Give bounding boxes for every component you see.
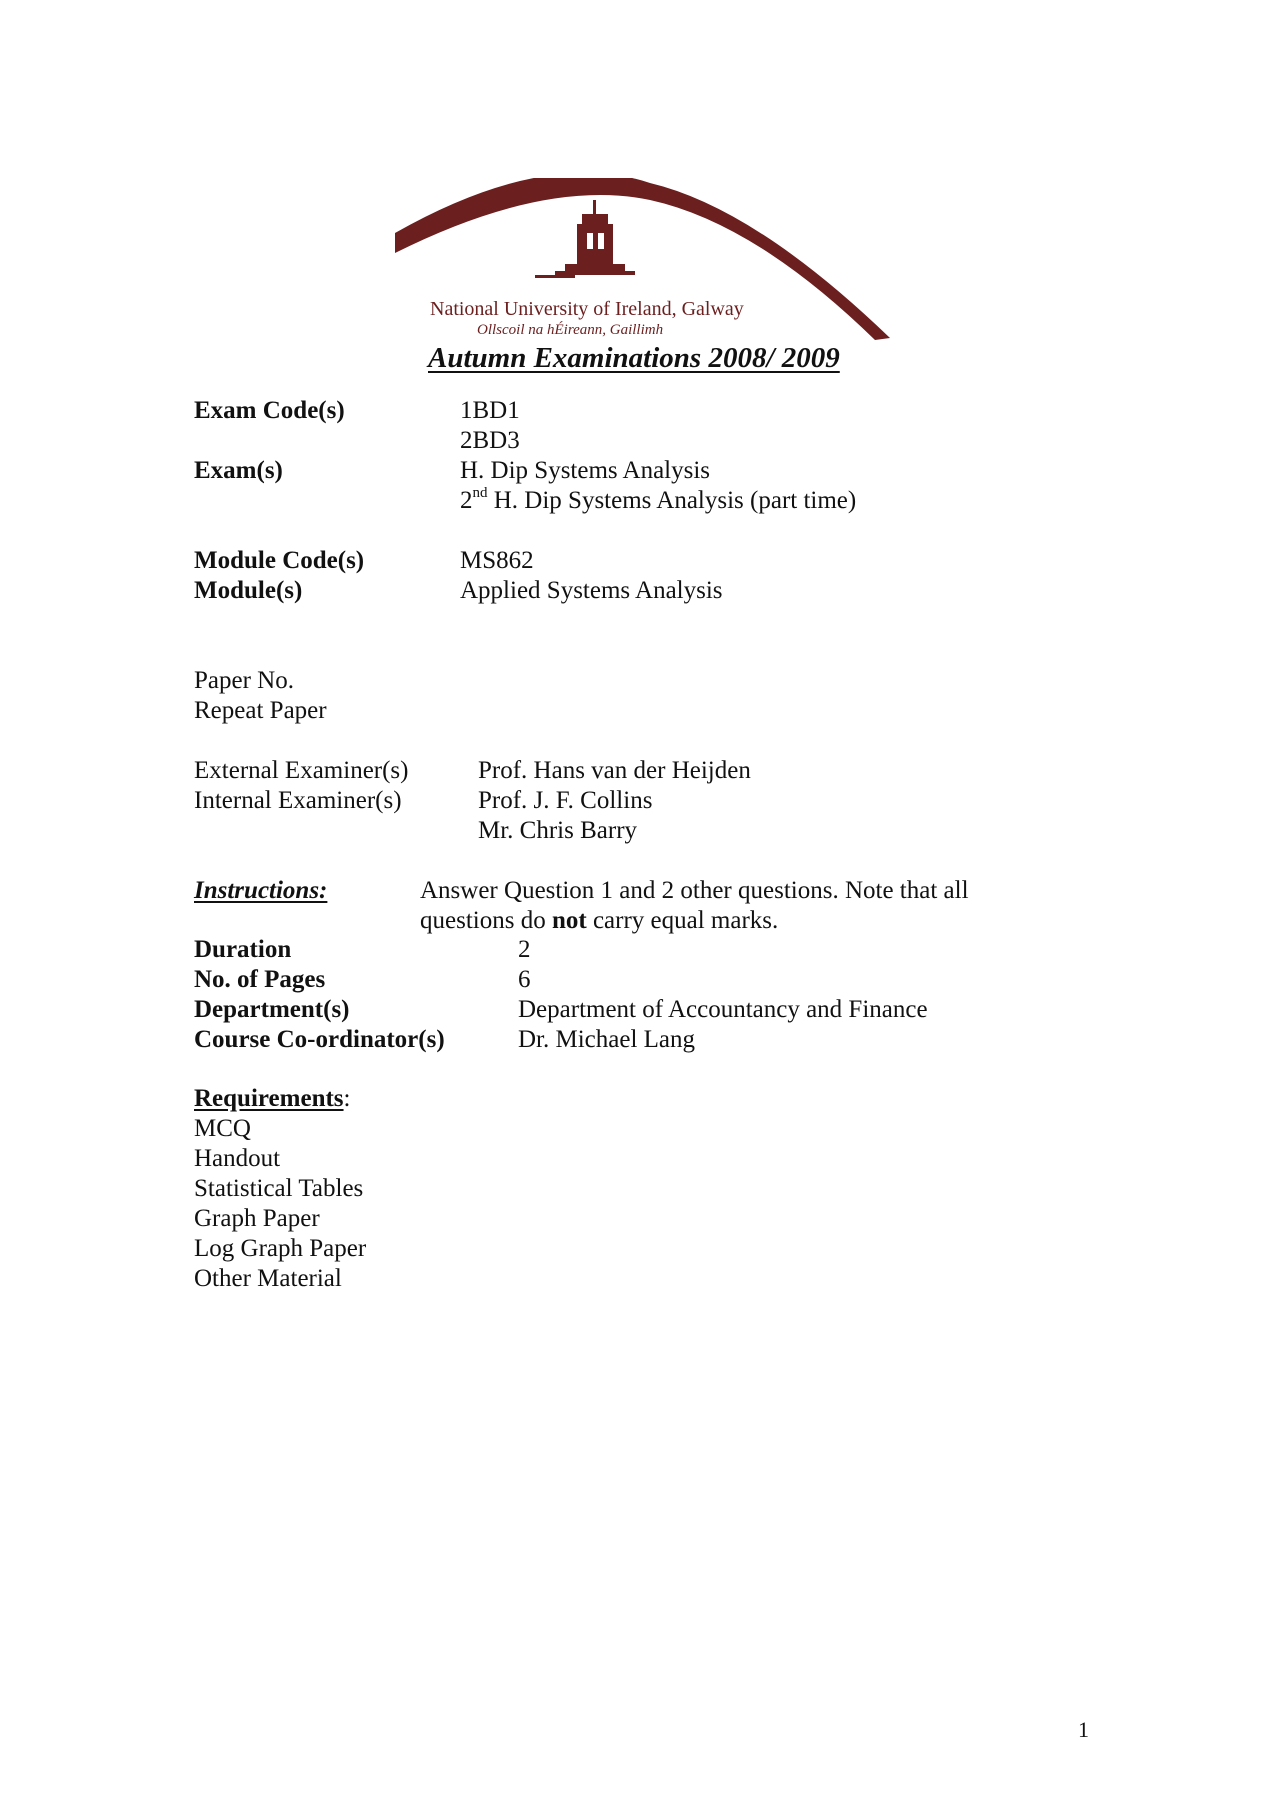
internal-examiner-2: Mr. Chris Barry <box>478 817 638 844</box>
exam-2 <box>460 486 856 516</box>
department-value: Department of Accountancy and Finance <box>518 996 928 1023</box>
instructions-line-2-pre: questions do <box>420 907 552 934</box>
departments-label: Department(s) <box>194 996 350 1023</box>
page-number: 1 <box>1078 1717 1089 1742</box>
exam-2-superscript: nd <box>472 484 488 501</box>
requirement-item: Log Graph Paper <box>194 1235 367 1262</box>
coordinators-label: Course Co-ordinator(s) <box>194 1026 445 1053</box>
pages-value: 6 <box>518 966 531 993</box>
pages-label: No. of Pages <box>194 966 326 993</box>
instructions-line-1: Answer Question 1 and 2 other questions. Note that all <box>420 877 969 904</box>
requirements-colon: : <box>343 1085 351 1112</box>
castle-tower-icon <box>535 200 635 278</box>
logo-name-en: National University of Ireland, Galway <box>430 298 744 320</box>
instructions-line-2 <box>420 906 778 936</box>
duration-value: 2 <box>518 936 531 963</box>
exam-2-prefix: 2 <box>460 487 473 514</box>
paper-no-label: Paper No. <box>194 667 294 694</box>
requirements-label: Requirements <box>194 1085 344 1112</box>
repeat-paper-label: Repeat Paper <box>194 697 327 724</box>
requirement-item: Statistical Tables <box>194 1175 364 1202</box>
page-title: Autumn Examinations 2008/ 2009 <box>428 342 840 374</box>
module: Applied Systems Analysis <box>460 577 723 604</box>
modules-label: Module(s) <box>194 577 303 604</box>
university-logo <box>395 178 890 348</box>
logo-name-ga: Ollscoil na hÉireann, Gaillimh <box>477 322 664 338</box>
external-examiners-label: External Examiner(s) <box>194 757 409 784</box>
instructions-line-2-post: carry equal marks. <box>586 907 779 934</box>
requirement-item: Other Material <box>194 1265 342 1292</box>
exam-code-1: 1BD1 <box>460 397 520 424</box>
requirements-heading <box>194 1084 350 1114</box>
external-examiner: Prof. Hans van der Heijden <box>478 757 751 784</box>
module-code: MS862 <box>460 547 534 574</box>
module-codes-label: Module Code(s) <box>194 547 365 574</box>
exam-1: H. Dip Systems Analysis <box>460 457 711 484</box>
exam-2-rest: H. Dip Systems Analysis (part time) <box>487 487 857 514</box>
requirement-item: Graph Paper <box>194 1205 320 1232</box>
requirement-item: Handout <box>194 1145 281 1172</box>
requirement-item: MCQ <box>194 1115 251 1142</box>
internal-examiners-label: Internal Examiner(s) <box>194 787 402 814</box>
exam-code-2: 2BD3 <box>460 427 520 454</box>
instructions-not: not <box>551 907 587 934</box>
duration-label: Duration <box>194 936 292 963</box>
internal-examiner-1: Prof. J. F. Collins <box>478 787 653 814</box>
coordinator-value: Dr. Michael Lang <box>518 1026 696 1053</box>
exams-label: Exam(s) <box>194 457 283 484</box>
exam-codes-label: Exam Code(s) <box>194 397 345 424</box>
instructions-label: Instructions: <box>194 877 328 904</box>
